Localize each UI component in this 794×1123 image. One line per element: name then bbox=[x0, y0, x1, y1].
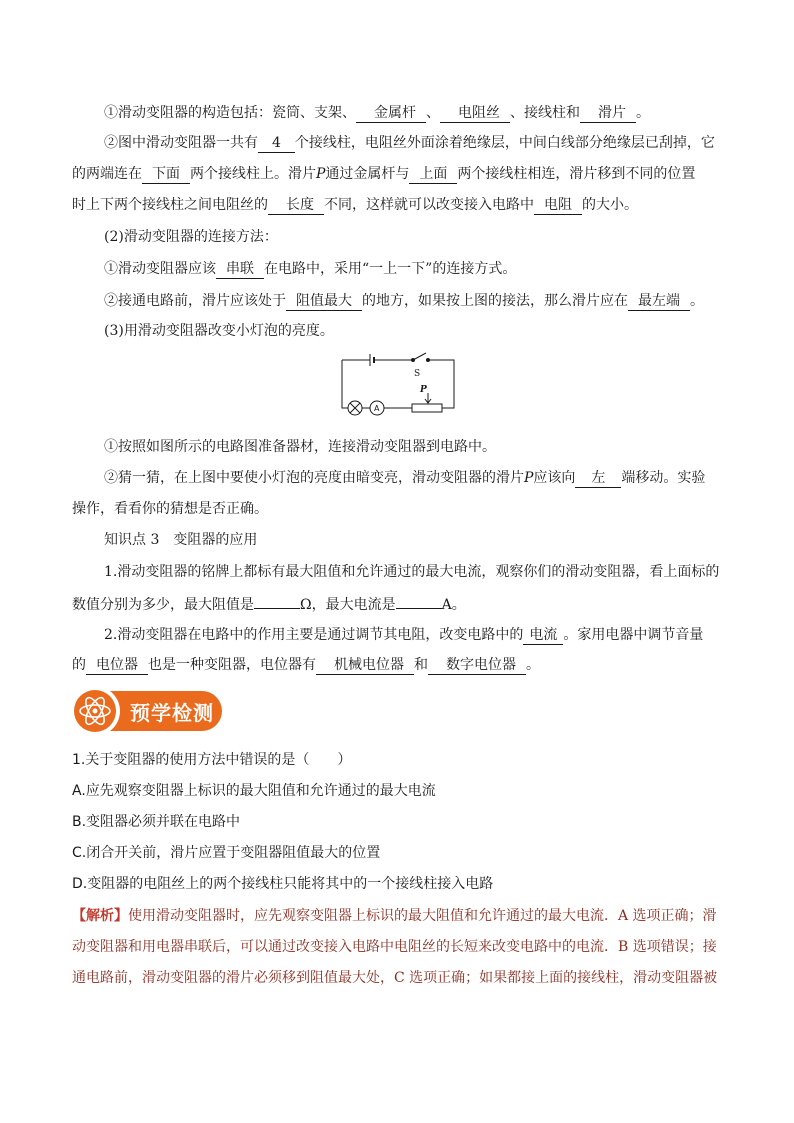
text-line-16: 的 电位器 也是一种变阻器，电位器有 机械电位器 和 数字电位器 。 bbox=[72, 657, 540, 673]
answer-blank: 下面 bbox=[142, 166, 190, 184]
text-line-13: 1.滑动变阻器的铭牌上都标有最大阻值和允许通过的最大电流，观察你们的滑动变阻器，看上面标的 bbox=[104, 564, 720, 580]
answer-blank: 上面 bbox=[409, 166, 457, 184]
analysis-line-3: 通电路前，滑动变阻器的滑片必须移到阻值最大处，C 选项正确；如果都接上面的接线柱，滑动变阻器被 bbox=[72, 970, 718, 986]
text-line-15: 2.滑动变阻器在电路中的作用主要是通过调节其电阻，改变电路中的 电流 。家用电器中调节音量 bbox=[104, 627, 704, 643]
text-line-2: ②图中滑动变阻器一共有 4 个接线柱，电阻丝外面涂着绝缘层，中间白线部分绝缘层已刮掉，它 bbox=[104, 135, 715, 151]
slider-label: P bbox=[420, 385, 427, 395]
text-line-3: 的两端连在 下面 两个接线柱上。滑片P通过金属杆与 上面 两个接线柱相连，滑片移到不同的位置 bbox=[72, 166, 696, 182]
section-banner bbox=[72, 688, 222, 734]
answer-blank: 最左端 bbox=[628, 293, 690, 311]
answer-blank: 4 bbox=[258, 135, 295, 153]
answer-blank: 左 bbox=[575, 470, 621, 488]
banner-title: 预学检测 bbox=[130, 701, 214, 725]
text-line-7: ②接通电路前，滑片应该处于 阻值最大 的地方，如果按上图的接法，那么滑片应在 最左端 。 bbox=[104, 293, 704, 309]
answer-blank: 串联 bbox=[216, 261, 264, 279]
answer-blank: 滑片 bbox=[580, 105, 636, 123]
answer-blank: 阻值最大 bbox=[286, 293, 362, 311]
atom-icon bbox=[70, 686, 120, 736]
answer-blank: 机械电位器 bbox=[316, 657, 414, 675]
switch-label: S bbox=[414, 369, 421, 379]
text-line-5: (2)滑动变阻器的连接方法： bbox=[104, 229, 278, 245]
answer-blank: 电阻 bbox=[534, 197, 582, 215]
analysis-tag: 【解析】 bbox=[72, 908, 128, 924]
analysis-line-1: 【解析】使用滑动变阻器时，应先观察变阻器上标识的最大阻值和允许通过的最大电流．A 选项正确；滑 bbox=[72, 908, 717, 924]
option-a: A.应先观察变阻器上标识的最大阻值和允许通过的最大电流 bbox=[72, 783, 436, 799]
question-stem: 1.关于变阻器的使用方法中错误的是（ ） bbox=[72, 752, 352, 768]
text-line-8: (3)用滑动变阻器改变小灯泡的亮度。 bbox=[104, 323, 334, 339]
answer-blank: 长度 bbox=[268, 197, 324, 215]
answer-blank: 电位器 bbox=[86, 657, 148, 675]
text-line-14: 数值分别为多少，最大阻值是 Ω，最大电流是 A。 bbox=[72, 593, 466, 615]
answer-blank: 数字电位器 bbox=[428, 657, 526, 675]
rheostat-symbol bbox=[412, 404, 442, 412]
section-heading: 知识点 3 变阻器的应用 bbox=[104, 532, 258, 548]
text-line-6: ①滑动变阻器应该 串联 在电路中，采用“一上一下”的连接方式。 bbox=[104, 261, 517, 277]
answer-blank: 电流 bbox=[523, 627, 563, 645]
text-line-10: ②猜一猜，在上图中要使小灯泡的亮度由暗变亮，滑动变阻器的滑片P应该向 左 端移动。实验 bbox=[104, 470, 706, 486]
text-line-1: ①滑动变阻器的构造包括：瓷筒、支架、 金属杆 、 电阻丝 、接线柱和 滑片 。 bbox=[104, 105, 650, 121]
text-line-9: ①按照如图所示的电路图准备器材，连接滑动变阻器到电路中。 bbox=[104, 439, 496, 455]
circuit-diagram bbox=[320, 344, 460, 424]
ammeter-label: A bbox=[374, 404, 380, 413]
option-d: D.变阻器的电阻丝上的两个接线柱只能将其中的一个接线柱接入电路 bbox=[72, 876, 494, 892]
option-c: C.闭合开关前，滑片应置于变阻器阻值最大的位置 bbox=[72, 845, 381, 861]
answer-blank: 电阻丝 bbox=[440, 105, 510, 123]
empty-blank bbox=[396, 593, 442, 609]
text-line-11: 操作，看看你的猜想是否正确。 bbox=[72, 501, 268, 517]
option-b: B.变阻器必须并联在电路中 bbox=[72, 814, 241, 830]
analysis-line-2: 动变阻器和用电器串联后，可以通过改变接入电路中电阻丝的长短来改变电路中的电流．B 选项错误；接 bbox=[72, 939, 717, 955]
text-line-4: 时上下两个接线柱之间电阻丝的 长度 不同，这样就可以改变接入电路中 电阻 的大小。 bbox=[72, 197, 638, 213]
answer-blank: 金属杆 bbox=[356, 105, 426, 123]
empty-blank bbox=[254, 593, 300, 609]
